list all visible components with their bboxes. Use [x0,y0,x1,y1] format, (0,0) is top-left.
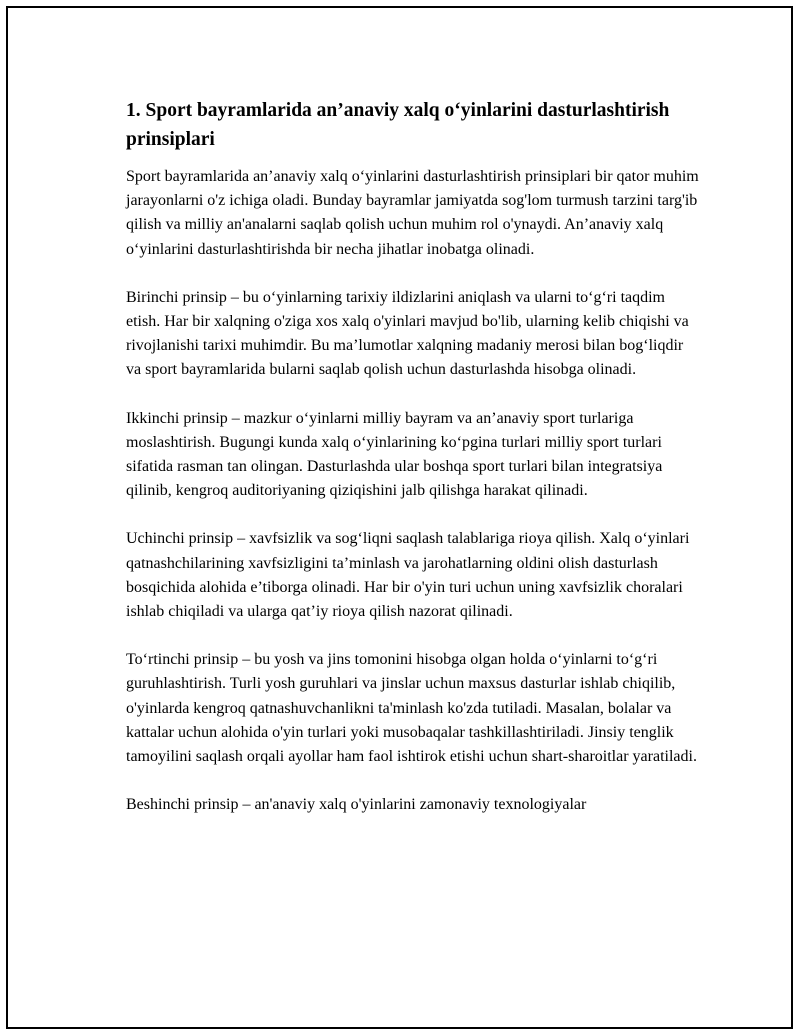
page-frame [6,6,793,1029]
paragraph-intro: Sport bayramlarida an’anaviy xalq o‘yinlarini dasturlashtirish prinsiplari bir qator muhim jarayonlarni o'z ichiga oladi. Bunday bayramlar jamiyatda sog'lom turmush tarzini targ'ib qilish va milliy an'analarni saqlab qolish uchun muhim rol o'ynaydi. An’anaviy xalq o‘yinlarini dasturlashtirishda bir necha jihatlar inobatga olinadi. [126,168,699,258]
paragraph-principle-3: Uchinchi prinsip – xavfsizlik va sog‘liqni saqlash talablariga rioya qilish. Xalq o‘yinlari qatnashchilarining xavfsizligini ta’minlash va jarohatlarning oldini olish dasturlash bosqichida alohida e’tiborga olinadi. Har bir o'yin turi uchun uning xavfsizlik choralari ishlab chiqiladi va ularga qat’iy rioya qilish nazorat qilinadi. [126,530,690,621]
section-heading: 1. Sport bayramlarida an’anaviy xalq o‘yinlarini dasturlashtirish prinsiplari [126,100,670,150]
document-body [120,96,700,817]
paragraph-principle-5: Beshinchi prinsip – an'anaviy xalq o'yinlarini zamonaviy texnologiyalar [126,796,587,814]
paragraph-principle-4: To‘rtinchi prinsip – bu yosh va jins tomonini hisobga olgan holda o‘yinlarni to‘g‘ri guruhlashtirish. Turli yosh guruhlari va jinslar uchun maxsus dasturlar ishlab chiqilib, o'yinlarda kengroq qatnashuvchanlikni ta'minlash ko'zda tutiladi. Masalan, bolalar va kattalar uchun alohida o'yin turlari yoki musobaqalar tashkillashtiriladi. Jinsiy tenglik tamoyilini saqlash orqali ayollar ham faol ishtirok etishi uchun shart-sharoitlar yaratiladi. [126,651,697,766]
paragraph-principle-1: Birinchi prinsip – bu o‘yinlarning tarixiy ildizlarini aniqlash va ularni to‘g‘ri taqdim etish. Har bir xalqning o'ziga xos xalq o'yinlari mavjud bo'lib, ularning kelib chiqishi va rivojlanishi tarixi muhimdir. Bu ma’lumotlar xalqning madaniy merosi bilan bog‘liqdir va sport bayramlarida bularni saqlab qolish uchun dasturlashda hisobga olinadi. [126,288,689,379]
paragraph-principle-2: Ikkinchi prinsip – mazkur o‘yinlarni milliy bayram va an’anaviy sport turlariga moslashtirish. Bugungi kunda xalq o‘yinlarining ko‘pgina turlari milliy sport turlari sifatida rasman tan olingan. Dasturlashda ular boshqa sport turlari bilan integratsiya qilinib, kengroq auditoriyaning qiziqishini jalb qilishga harakat qilinadi. [126,409,663,500]
